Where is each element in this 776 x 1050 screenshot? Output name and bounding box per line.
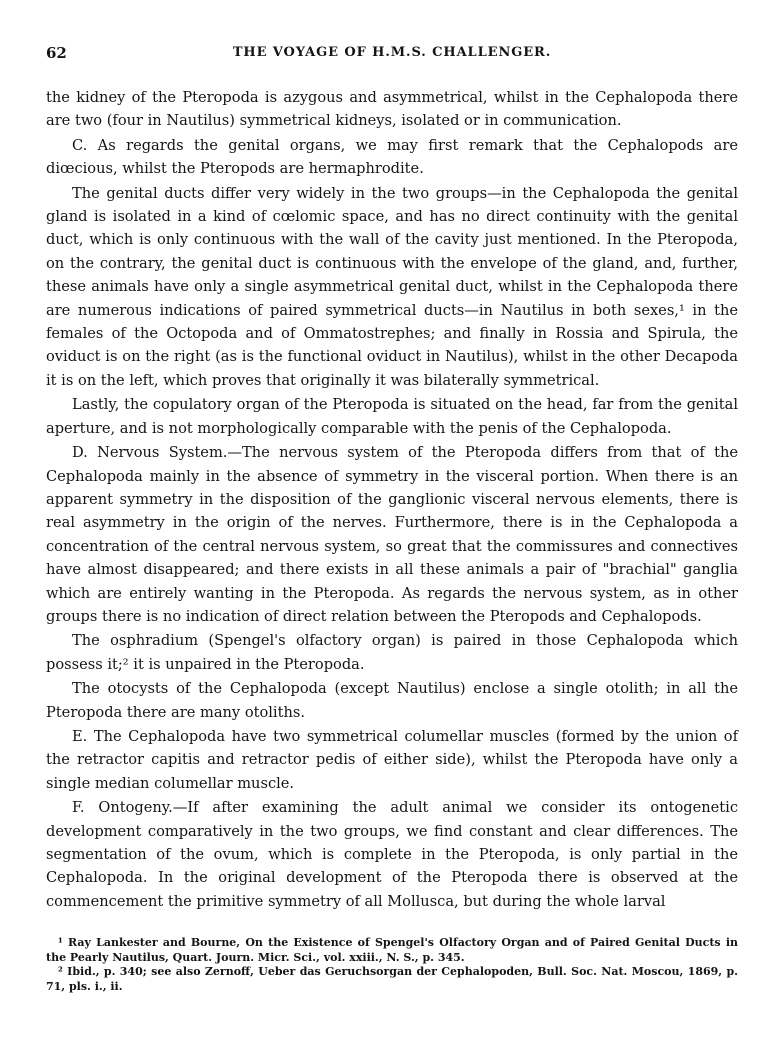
paragraph: The genital ducts differ very widely in the two groups—in the Cephalopoda the genital gland is isolated in a kind of cœlomic space, and has no direct continuity with the genital duct, which is only continuous with the wall of the cavity just mentioned. In the Pteropoda, on the contrary, the genital duct is continuous with the envelope of the gland, and, further, these animals have only a single asymmetrical genital duct, whilst in the Cephalopoda there are numerous indications of paired symmetrical ducts—in Nautilus in both sexes,¹ in the females of the Octopoda and of Ommatostrephes; and finally in Rossia and Spirula, the oviduct is on the right (as is the functional oviduct in Nautilus), whilst in the other Decapoda it is on the left, which proves that originally it was bilaterally symmetrical. xyxy=(46,184,738,389)
footnote: ¹ Ray Lankester and Bourne, On the Existence of Spengel's Olfactory Organ and of Paired Genital Ducts in the Pearly Nautilus, Quart. Journ. Micr. Sci., vol. xxiii., N. S., p. 345. xyxy=(46,936,738,964)
page-header xyxy=(46,44,738,66)
paragraph: The otocysts of the Cephalopoda (except Nautilus) enclose a single otolith; in all the Pteropoda there are many otoliths. xyxy=(46,680,738,721)
page-number: 62 xyxy=(46,44,67,62)
paragraph: F. Ontogeny.—If after examining the adult animal we consider its ontogenetic development comparatively in the two groups, we find constant and clear differences. The segmentation of the ovum, which is complete in the Pteropoda, is only partial in the Cephalopoda. In the original development of the Pteropoda there is observed at the commencement the primitive symmetry of all Mollusca, but during the whole larval xyxy=(46,799,738,910)
paragraph: The osphradium (Spengel's olfactory organ) is paired in those Cephalopoda which possess it;² it is unpaired in the Pteropoda. xyxy=(46,632,738,673)
paragraph: Lastly, the copulatory organ of the Pteropoda is situated on the head, far from the genital aperture, and is not morphologically comparable with the penis of the Cephalopoda. xyxy=(46,396,738,437)
footnote: ² Ibid., p. 340; see also Zernoff, Ueber das Geruchsorgan der Cephalopoden, Bull. Soc. Nat. Moscou, 1869, p. 71, pls. i., ii. xyxy=(46,965,738,993)
paragraph: D. Nervous System.—The nervous system of the Pteropoda differs from that of the Cephalopoda mainly in the absence of symmetry in the visceral portion. When there is an apparent symmetry in the disposition of the ganglionic visceral nervous elements, there is real asymmetry in the origin of the nerves. Furthermore, there is in the Cephalopoda a concentration of the central nervous system, so great that the commissures and connectives have almost disappeared; and there exists in all these animals a pair of "brachial" ganglia which are entirely wanting in the Pteropoda. As regards the nervous system, as in other groups there is no indication of direct relation between the Pteropods and Cephalopods. xyxy=(46,444,738,625)
paragraph: E. The Cephalopoda have two symmetrical columellar muscles (formed by the union of the retractor capitis and retractor pedis of either side), whilst the Pteropoda have only a single median columellar muscle. xyxy=(46,727,738,792)
body-text xyxy=(46,86,738,913)
paragraph: C. As regards the genital organs, we may first remark that the Cephalopods are diœcious, whilst the Pteropods are hermaphrodite. xyxy=(46,136,738,178)
footnotes xyxy=(46,936,738,994)
running-title: THE VOYAGE OF H.M.S. CHALLENGER. xyxy=(232,45,552,60)
paragraph: the kidney of the Pteropoda is azygous and asymmetrical, whilst in the Cephalopoda there are two (four in Nautilus) symmetrical kidneys, isolated or in communication. xyxy=(46,89,738,130)
